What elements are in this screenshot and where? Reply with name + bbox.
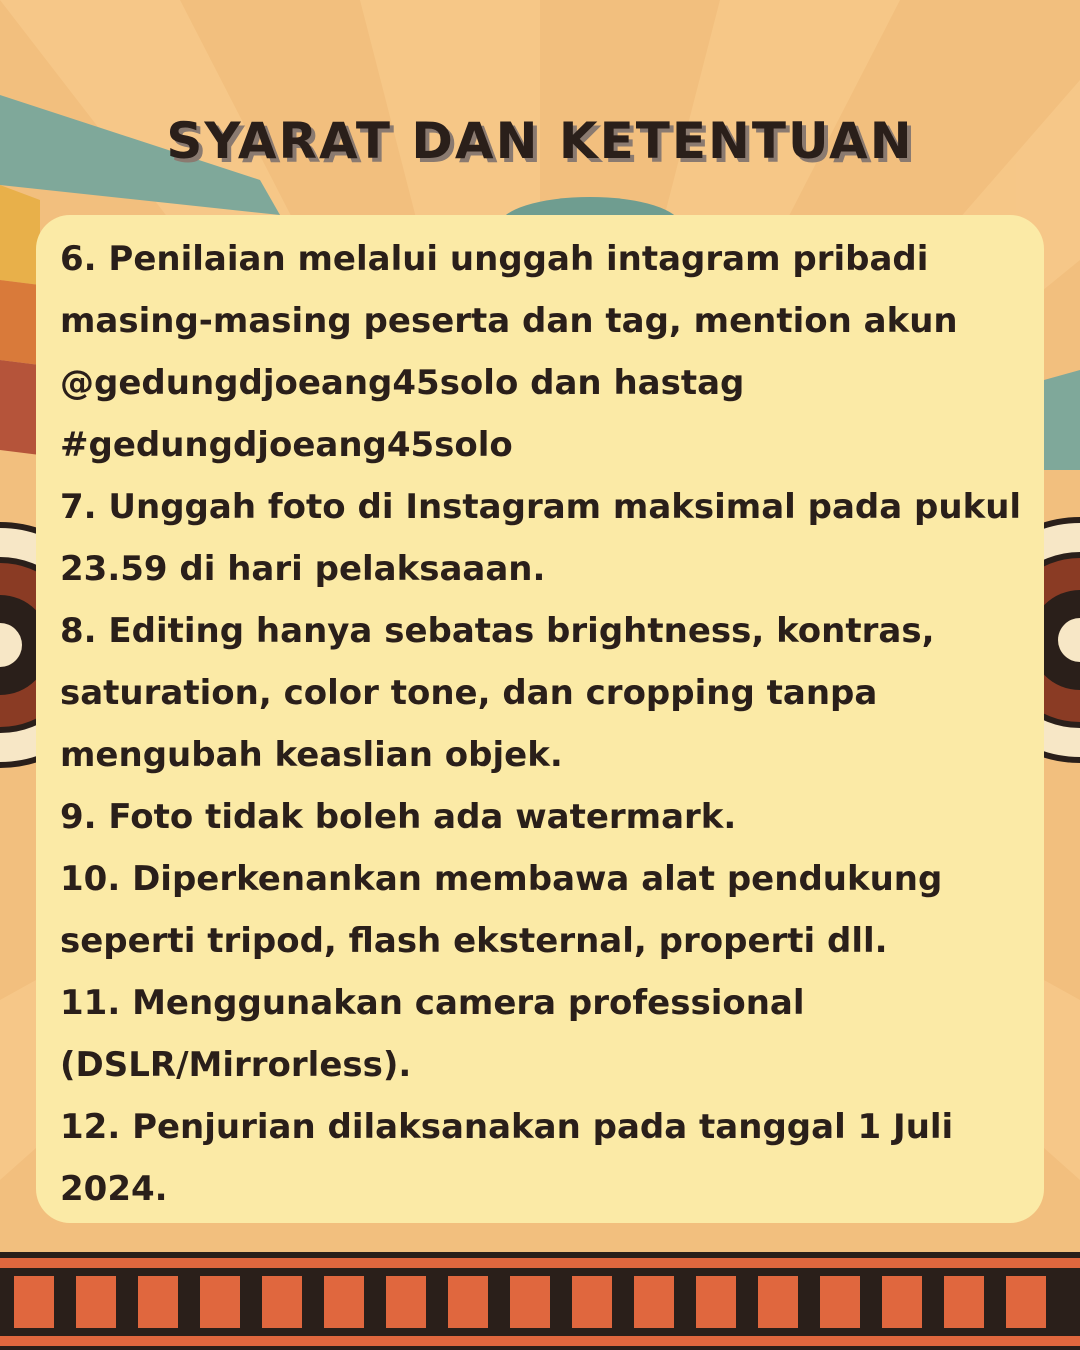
film-strip — [0, 1252, 1080, 1350]
term-item: 10. Diperkenankan membawa alat pendukung seperti tripod, flash eksternal, properti dll. — [60, 859, 943, 961]
term-item: 12. Penjurian dilaksanakan pada tanggal 1 Juli 2024. — [60, 1107, 954, 1209]
term-item: 9. Foto tidak boleh ada watermark. — [60, 797, 737, 837]
term-item: 11. Menggunakan camera professional (DSLR/Mirrorless). — [60, 983, 805, 1085]
term-item: 7. Unggah foto di Instagram maksimal pada pukul 23.59 di hari pelaksaaan. — [60, 487, 1022, 589]
terms-list — [60, 228, 1040, 1220]
term-item: 6. Penilaian melalui unggah intagram pribadi masing-masing peserta dan tag, mention akun @gedungdjoeang45solo dan hastag #gedungdjoeang45solo — [60, 239, 958, 465]
page-title: SYARAT DAN KETENTUAN — [166, 112, 914, 170]
term-item: 8. Editing hanya sebatas brightness, kontras, saturation, color tone, dan cropping tanpa mengubah keaslian objek. — [60, 611, 935, 775]
right-stripe — [1044, 370, 1080, 470]
